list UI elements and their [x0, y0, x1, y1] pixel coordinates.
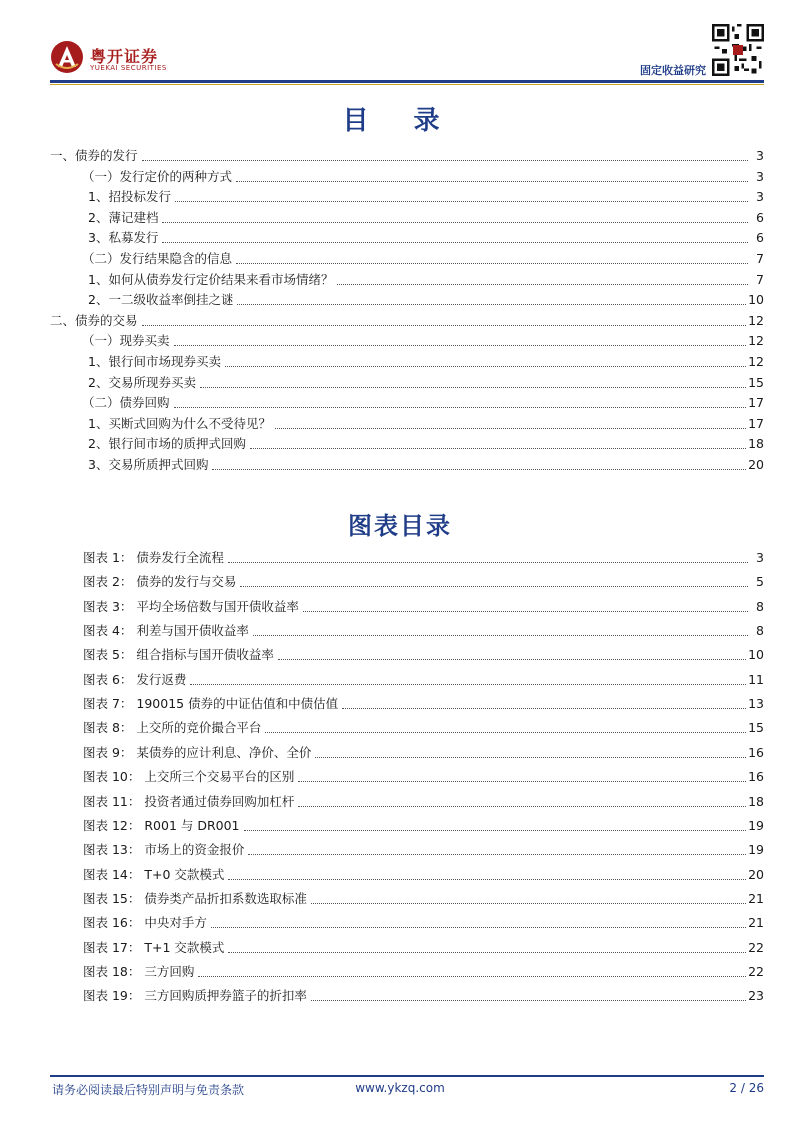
figure-entry-page: 13: [748, 696, 764, 712]
figure-entry-label: 图表 9： 某债券的应计利息、净价、全价: [83, 744, 312, 760]
toc-entry[interactable]: [88, 270, 764, 290]
toc-entry-page: 20: [748, 457, 764, 472]
toc-entry-page: 15: [748, 374, 764, 390]
dot-leader: [248, 853, 746, 855]
toc-entry-page: 7: [756, 251, 764, 266]
dot-leader: [142, 324, 747, 326]
figure-entry-label: 图表 14： T+0 交款模式: [83, 866, 225, 882]
toc-entry-label: 二、债券的交易: [50, 312, 138, 328]
toc-entry-label: 1、银行间市场现券买卖: [88, 354, 221, 369]
figure-entry-label: 图表 19： 三方回购质押券篮子的折扣率: [83, 988, 307, 1004]
toc-title: 目 录: [342, 106, 458, 136]
dot-leader: [303, 610, 748, 612]
figure-entry[interactable]: [83, 645, 764, 665]
figure-entry-page: 23: [748, 988, 764, 1004]
toc-entry[interactable]: [82, 393, 764, 413]
figure-entry-label: 图表 8： 上交所的竞价撮合平台: [83, 720, 262, 736]
dot-leader: [275, 427, 746, 429]
toc-entry-page: 3: [756, 148, 764, 163]
dot-leader: [342, 707, 746, 709]
figure-entry[interactable]: [83, 962, 764, 982]
figure-entry-label: 图表 2： 债券的发行与交易: [83, 574, 237, 590]
figure-list-title: 图表目录: [348, 512, 452, 540]
toc-entry[interactable]: [88, 373, 764, 393]
figure-entry-page: 16: [748, 769, 764, 785]
figure-entry[interactable]: [83, 670, 764, 690]
figure-entry-label: 图表 10： 上交所三个交易平台的区别: [83, 769, 295, 785]
toc-entry[interactable]: [82, 331, 764, 351]
dot-leader: [237, 303, 746, 305]
toc-entry-label: 2、交易所现券买卖: [88, 374, 196, 390]
company-name-cn: 粤开证券: [90, 47, 159, 66]
toc-entry-page: 6: [756, 209, 764, 225]
dot-leader: [250, 447, 746, 449]
dot-leader: [298, 805, 746, 807]
dot-leader: [228, 878, 746, 880]
dot-leader: [253, 634, 748, 636]
figure-entry-label: 图表 17： T+1 交款模式: [83, 939, 225, 955]
toc-entry-label: 2、薄记建档: [88, 209, 159, 225]
dot-leader: [175, 200, 748, 202]
toc-entry[interactable]: [50, 311, 764, 331]
dot-leader: [298, 780, 746, 782]
dot-leader: [211, 926, 746, 928]
dot-leader: [311, 902, 746, 904]
figure-entry-label: 图表 16： 中央对手方: [83, 915, 207, 931]
dot-leader: [240, 585, 748, 587]
figure-entry[interactable]: [83, 792, 764, 812]
figure-entry-page: 15: [748, 720, 764, 736]
figure-entry-label: 图表 5： 组合指标与国开债收益率: [83, 647, 274, 663]
figure-entry-page: 8: [756, 598, 764, 614]
figure-entry-page: 21: [748, 915, 764, 931]
dot-leader: [162, 241, 748, 243]
figure-entry-page: 11: [748, 671, 764, 687]
toc-entry-page: 12: [748, 333, 764, 349]
toc-entry[interactable]: [88, 228, 764, 248]
toc-entry-label: 2、银行间市场的质押式回购: [88, 436, 246, 452]
dot-leader: [174, 344, 747, 346]
toc-entry-label: 1、如何从债券发行定价结果来看市场情绪？: [88, 271, 334, 287]
figure-entry-label: 图表 11： 投资者通过债券回购加杠杆: [83, 793, 295, 809]
header-divider: [50, 80, 764, 83]
toc-entry-label: 1、买断式回购为什么不受待见？: [88, 415, 271, 431]
toc-entry-page: 10: [748, 292, 764, 308]
company-name-en: YUEKAI SECURITIES: [90, 64, 167, 72]
figure-entry-label: 图表 18： 三方回购: [83, 963, 195, 979]
toc-entry[interactable]: [50, 146, 764, 166]
figure-entry-page: 8: [756, 623, 764, 639]
disclaimer-link[interactable]: 请务必阅读最后特别声明与免责条款: [52, 1083, 245, 1097]
dot-leader: [337, 283, 748, 285]
toc-entry[interactable]: [88, 414, 764, 434]
figure-entry-page: 20: [748, 866, 764, 882]
toc-entry[interactable]: [88, 187, 764, 207]
figure-entry-page: 5: [756, 574, 764, 590]
toc-entry-label: （一）发行定价的两种方式: [82, 168, 233, 184]
toc-entry-label: 2、一二级收益率倒挂之谜: [88, 292, 234, 308]
toc-entry[interactable]: [88, 352, 764, 372]
dot-leader: [212, 468, 746, 470]
figure-entry[interactable]: [83, 548, 764, 568]
toc-entry[interactable]: [82, 249, 764, 269]
dot-leader: [311, 999, 746, 1001]
toc-entry-label: 1、招投标发行: [88, 189, 171, 205]
toc-entry-page: 3: [756, 189, 764, 205]
toc-entry[interactable]: [88, 455, 764, 475]
header-divider-accent: [50, 84, 764, 85]
toc-entry-page: 12: [748, 312, 764, 328]
dot-leader: [278, 658, 746, 660]
figure-entry-label: 图表 1： 债券发行全流程: [83, 550, 224, 565]
figure-entry-page: 10: [748, 647, 764, 663]
figure-entry[interactable]: [83, 840, 764, 860]
dot-leader: [225, 365, 746, 367]
toc-entry-label: 3、私募发行: [88, 230, 159, 246]
section-label: 固定收益研究: [640, 64, 706, 77]
figure-entry-label: 图表 6： 发行返费: [83, 671, 187, 687]
toc-entry-page: 7: [756, 271, 764, 287]
dot-leader: [142, 159, 748, 161]
figure-entry[interactable]: [83, 572, 764, 592]
figure-entry[interactable]: [83, 889, 764, 909]
figure-entry-label: 图表 12： R001 与 DR001: [83, 817, 240, 833]
dot-leader: [190, 683, 746, 685]
dot-leader: [265, 731, 746, 733]
qr-code-icon: [712, 24, 764, 76]
figure-entry-page: 22: [748, 963, 764, 979]
figure-entry[interactable]: [83, 816, 764, 836]
dot-leader: [315, 756, 746, 758]
figure-entry-page: 16: [748, 744, 764, 760]
figure-entry[interactable]: [83, 743, 764, 763]
figure-entry[interactable]: [83, 718, 764, 738]
figure-entry[interactable]: [83, 865, 764, 885]
toc-entry-page: 12: [748, 354, 764, 369]
figure-entry-page: 19: [748, 817, 764, 833]
dot-leader: [162, 221, 748, 223]
toc-entry-page: 17: [748, 395, 764, 411]
figure-entry-page: 21: [748, 890, 764, 906]
footer-divider: [50, 1075, 764, 1077]
toc-entry[interactable]: [88, 434, 764, 454]
dot-leader: [228, 561, 748, 563]
dot-leader: [174, 406, 747, 408]
toc-entry-page: 6: [756, 230, 764, 246]
figure-entry[interactable]: [83, 597, 764, 617]
toc-entry[interactable]: [88, 290, 764, 310]
dot-leader: [236, 262, 748, 264]
figure-entry[interactable]: [83, 694, 764, 714]
figure-entry-label: 图表 15： 债券类产品折扣系数选取标准: [83, 890, 307, 906]
figure-entry[interactable]: [83, 621, 764, 641]
toc-entry-label: 一、债券的发行: [50, 148, 138, 163]
yuekai-logo-icon: [50, 40, 84, 74]
dot-leader: [228, 951, 746, 953]
toc-entry-label: （一）现券买卖: [82, 333, 170, 349]
toc-entry[interactable]: [88, 208, 764, 228]
website-link[interactable]: www.ykzq.com: [355, 1081, 445, 1095]
page-header: [0, 0, 800, 90]
figure-entry-page: 3: [756, 550, 764, 565]
figure-entry-page: 19: [748, 842, 764, 858]
figure-entry-page: 22: [748, 939, 764, 955]
toc-entry-page: 17: [748, 415, 764, 431]
toc-entry-page: 18: [748, 436, 764, 452]
toc-entry-label: 3、交易所质押式回购: [88, 457, 209, 472]
toc-entry-page: 3: [756, 168, 764, 184]
toc-entry[interactable]: [82, 167, 764, 187]
figure-entry[interactable]: [83, 767, 764, 787]
figure-entry-label: 图表 13： 市场上的资金报价: [83, 842, 245, 858]
figure-entry[interactable]: [83, 938, 764, 958]
toc-entry-label: （二）发行结果隐含的信息: [82, 251, 233, 266]
page-number: 2 / 26: [729, 1081, 764, 1095]
figure-entry-label: 图表 7： 190015 债券的中证估值和中债估值: [83, 696, 339, 712]
figure-entry-page: 18: [748, 793, 764, 809]
dot-leader: [200, 386, 746, 388]
dot-leader: [198, 975, 746, 977]
dot-leader: [236, 180, 748, 182]
dot-leader: [244, 829, 747, 831]
figure-entry[interactable]: [83, 986, 764, 1006]
toc-entry-label: （二）债券回购: [82, 395, 170, 411]
figure-entry[interactable]: [83, 913, 764, 933]
figure-entry-label: 图表 4： 利差与国开债收益率: [83, 623, 249, 639]
figure-entry-label: 图表 3： 平均全场倍数与国开债收益率: [83, 598, 299, 614]
